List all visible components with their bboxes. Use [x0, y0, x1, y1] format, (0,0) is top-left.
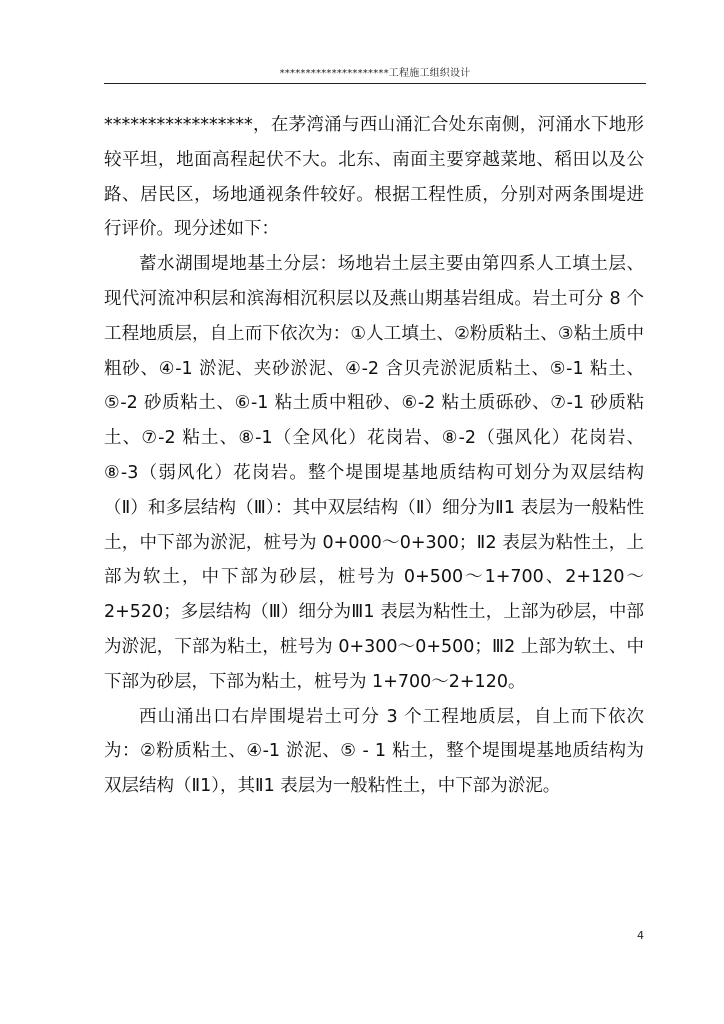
header-rule: [104, 83, 646, 84]
page-number: 4: [637, 929, 644, 942]
paragraph-reservoir-dike-strata: 蓄水湖围堤地基土分层：场地岩土层主要由第四系人工填土层、现代河流冲积层和滨海相沉积层以及燕山期基岩组成。岩土可分 8 个工程地质层，自上而下依次为：①人工填土、②粉质粘土、③粘土质中粗砂、④-1 淤泥、夹砂淤泥、④-2 含贝壳淤泥质粘土、⑤-1 粘土、⑤-2 砂质粘土、⑥-1 粘土质中粗砂、⑥-2 粘土质砾砂、⑦-1 砂质粘土、⑦-2 粘土、⑧-1（全风化）花岗岩、⑧-2（强风化）花岗岩、⑧-3（弱风化）花岗岩。整个堤围堤基地质结构可划分为双层结构（Ⅱ）和多层结构（Ⅲ）：其中双层结构（Ⅱ）细分为Ⅱ1 表层为一般粘性土，中下部为淤泥，桩号为 0+000～0+300；Ⅱ2 表层为粘性土，上部为软土，中下部为砂层，桩号为 0+500～1+700、2+120～2+520；多层结构（Ⅲ）细分为Ⅲ1 表层为粘性土，上部为砂层，中部为淤泥，下部为粘土，桩号为 0+300～0+500；Ⅲ2 上部为软土、中下部为砂层，下部为粘土，桩号为 1+700～2+120。: [104, 254, 644, 692]
running-header: *********************工程施工组织设计: [279, 68, 471, 79]
body-text: [104, 108, 644, 804]
paragraph-xishan-outlet-dike-strata: 西山涌出口右岸围堤岩土可分 3 个工程地质层，自上而下依次为：②粉质粘土、④-1 淤泥、⑤ - 1 粘土，整个堤围堤基地质结构为双层结构（Ⅱ1），其Ⅱ1 表层为一般粘性土，中下部为淤泥。: [104, 706, 644, 797]
paragraph-site-overview: *****************，在茅湾涌与西山涌汇合处东南侧，河涌水下地形较平坦，地面高程起伏不大。北东、南面主要穿越菜地、稻田以及公路、居民区，场地通视条件较好。根据工程性质，分别对两条围堤进行评价。现分述如下：: [104, 115, 644, 240]
